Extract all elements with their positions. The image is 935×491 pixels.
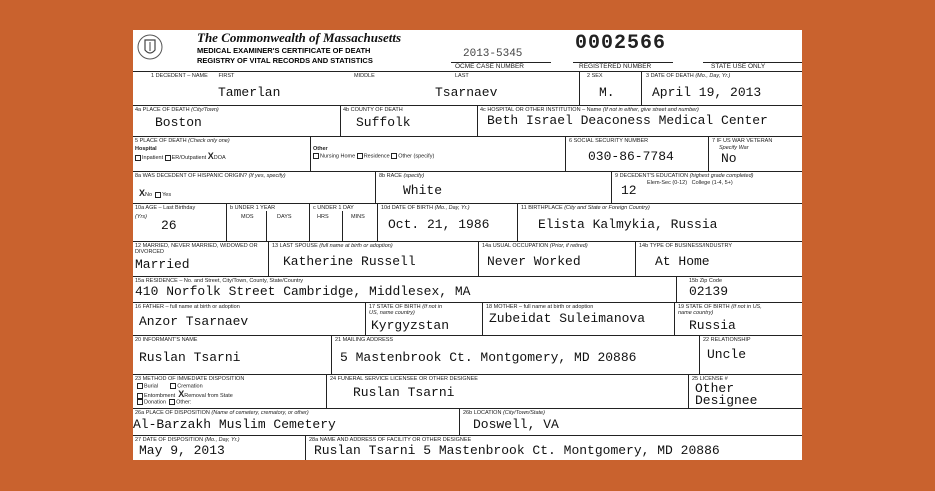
education-scale: Elem-Sec (0-12) College (1-4, 5+) [647, 180, 733, 186]
date-of-birth: Oct. 21, 1986 [388, 217, 490, 232]
county-of-death: Suffolk [356, 115, 411, 130]
registry-title: REGISTRY OF VITAL RECORDS AND STATISTICS [197, 56, 373, 65]
age: 26 [161, 218, 177, 233]
days-label: DAYS [277, 214, 292, 220]
location-label: 26b LOCATION (City/Town/State) [463, 410, 545, 416]
veteran-note: Specify War [719, 145, 749, 151]
veteran: No [721, 151, 737, 166]
case-number: 2013-5345 [463, 48, 523, 60]
license-line-1: Other [695, 381, 735, 396]
birthplace: Elista Kalmykia, Russia [538, 217, 718, 232]
county-label: 4b COUNTY OF DEATH [343, 107, 403, 113]
father-birthplace: Kyrgyzstan [371, 318, 450, 333]
relationship: Uncle [707, 347, 747, 362]
residence: 410 Norfolk Street Cambridge, Middlesex, MA [135, 284, 471, 299]
veteran-label: 7 IF US WAR VETERAN [712, 138, 773, 144]
license-line-2: Designee [695, 393, 758, 408]
race: White [403, 183, 443, 198]
ssn-label: 6 SOCIAL SECURITY NUMBER [569, 138, 649, 144]
registered-number: 0002566 [575, 32, 667, 55]
place-type-label: 5 PLACE OF DEATH (Check only one) [135, 138, 230, 144]
father-label: 16 FATHER – full name at birth or adoption [135, 304, 240, 310]
place-of-death: Boston [155, 115, 202, 130]
education-label: 9 DECEDENT'S EDUCATION (highest grade completed) [615, 173, 754, 179]
case-number-label: OCME CASE NUMBER [455, 63, 524, 70]
business: At Home [655, 254, 710, 269]
father-birth-label: 17 STATE OF BIRTH (If not in [369, 304, 443, 310]
state-seal-icon [135, 30, 165, 64]
mother-name: Zubeidat Suleimanova [489, 311, 646, 326]
disposition-label: 23 METHOD OF IMMEDIATE DISPOSITION [135, 376, 245, 382]
spouse-name: Katherine Russell [283, 254, 416, 269]
funeral-label: 24 FUNERAL SERVICE LICENSEE OR OTHER DESIGNEE [330, 376, 478, 382]
place-disposition-label: 26a PLACE OF DISPOSITION (Name of cemetery, crematory, or other) [135, 410, 309, 416]
decedent-label: 1 DECEDENT – NAME FIRST [151, 73, 235, 79]
mailing-label: 21 MAILING ADDRESS [335, 337, 394, 343]
last-label: LAST [455, 73, 469, 79]
date-of-disposition: May 9, 2013 [139, 443, 225, 458]
mailing-address: 5 Mastenbrook Ct. Montgomery, MD 20886 [340, 350, 637, 365]
father-birth-note: US, name country) [369, 310, 415, 316]
last-name: Tsarnaev [435, 85, 498, 100]
registered-number-label: REGISTERED NUMBER [579, 63, 652, 70]
mother-birth-label: 19 STATE OF BIRTH (If not in US, [678, 304, 762, 310]
informant-label: 20 INFORMANT'S NAME [135, 337, 198, 343]
hospital-name: Beth Israel Deaconess Medical Center [487, 113, 768, 128]
middle-label: MIDDLE [354, 73, 375, 79]
minutes-label: MINS [351, 214, 365, 220]
hospital-label: 4c HOSPITAL OR OTHER INSTITUTION – Name (If not in either, give street and number) [480, 107, 699, 113]
mother-birth-note: name country) [678, 310, 714, 316]
disposition-location: Doswell, VA [473, 417, 559, 432]
spouse-label: 13 LAST SPOUSE (full name at birth or adoption) [272, 243, 393, 249]
sex-value: M. [599, 85, 615, 100]
informant-name: Ruslan Tsarni [139, 350, 241, 365]
mother-label: 18 MOTHER – full name at birth or adoption [486, 304, 594, 310]
marital-status: Married [135, 257, 190, 272]
relationship-label: 22 RELATIONSHIP [703, 337, 751, 343]
disposition-options-1: Burial Cremation [137, 383, 203, 389]
disposition-options-3: Donation Other: [137, 399, 191, 405]
place-of-disposition: Al-Barzakh Muslim Cemetery [133, 417, 336, 432]
date-of-death-label: 3 DATE OF DEATH (Mo., Day, Yr.) [646, 73, 731, 79]
birthplace-label: 11 BIRTHPLACE (City and State or Foreign Country) [521, 205, 650, 211]
education: 12 [621, 183, 637, 198]
hospital-opt-label: Hospital [135, 146, 157, 152]
age-years-label: (Yrs) [135, 214, 147, 220]
place-type-options: Inpatient ER/Outpatient XDOA [135, 153, 226, 161]
state-use-label: STATE USE ONLY [711, 63, 766, 70]
hours-label: HRS [317, 214, 329, 220]
place-of-death-label: 4a PLACE OF DEATH (City/Town) [135, 107, 219, 113]
death-certificate [133, 30, 802, 460]
mother-birthplace: Russia [689, 318, 736, 333]
occupation-label: 14a USUAL OCCUPATION (Prior, if retired) [482, 243, 588, 249]
zip-code: 02139 [689, 284, 729, 299]
months-label: MOS [241, 214, 254, 220]
other-place-options: Nursing Home Residence Other (specify) [313, 153, 434, 159]
zip-label: 15b Zip Code [689, 278, 723, 284]
marital-label: 12 MARRIED, NEVER MARRIED, WIDOWED OR DIVORCED [135, 243, 258, 255]
under-1-year-label: b UNDER 1 YEAR [230, 205, 276, 211]
license-label: 25 LICENSE # [692, 376, 728, 382]
occupation: Never Worked [487, 254, 581, 269]
date-of-death: April 19, 2013 [652, 85, 762, 100]
age-label: 10a AGE – Last Birthday [135, 205, 196, 211]
date-disposition-label: 27 DATE OF DISPOSITION (Mo., Day, Yr.) [135, 437, 240, 443]
under-1-day-label: c UNDER 1 DAY [313, 205, 354, 211]
father-name: Anzor Tsarnaev [139, 314, 249, 329]
funeral-licensee: Ruslan Tsarni [353, 385, 455, 400]
disposition-options-2: Entombment XRemoval from State [137, 391, 233, 399]
other-opt-label: Other [313, 146, 328, 152]
commonwealth-title: The Commonwealth of Massachusetts [197, 30, 402, 45]
sex-label: 2 SEX [587, 73, 603, 79]
race-label: 8b RACE (specify) [379, 173, 425, 179]
business-label: 14b TYPE OF BUSINESS/INDUSTRY [639, 243, 733, 249]
certificate-title: MEDICAL EXAMINER'S CERTIFICATE OF DEATH [197, 46, 371, 55]
first-name: Tamerlan [218, 85, 281, 100]
ssn: 030-86-7784 [588, 149, 674, 164]
dob-label: 10d DATE OF BIRTH (Mo., Day, Yr.) [381, 205, 470, 211]
residence-label: 15a RESIDENCE – No. and Street, City/Town, County, State/Country [135, 278, 304, 284]
hispanic-options: XNo Yes [139, 188, 172, 198]
facility-label: 28a NAME AND ADDRESS OF FACILITY OR OTHER DESIGNEE [309, 437, 472, 443]
facility-name-address: Ruslan Tsarni 5 Mastenbrook Ct. Montgomery, MD 20886 [314, 443, 720, 458]
hispanic-label: 8a WAS DECEDENT OF HISPANIC ORIGIN? (If yes, specify) [135, 173, 286, 179]
